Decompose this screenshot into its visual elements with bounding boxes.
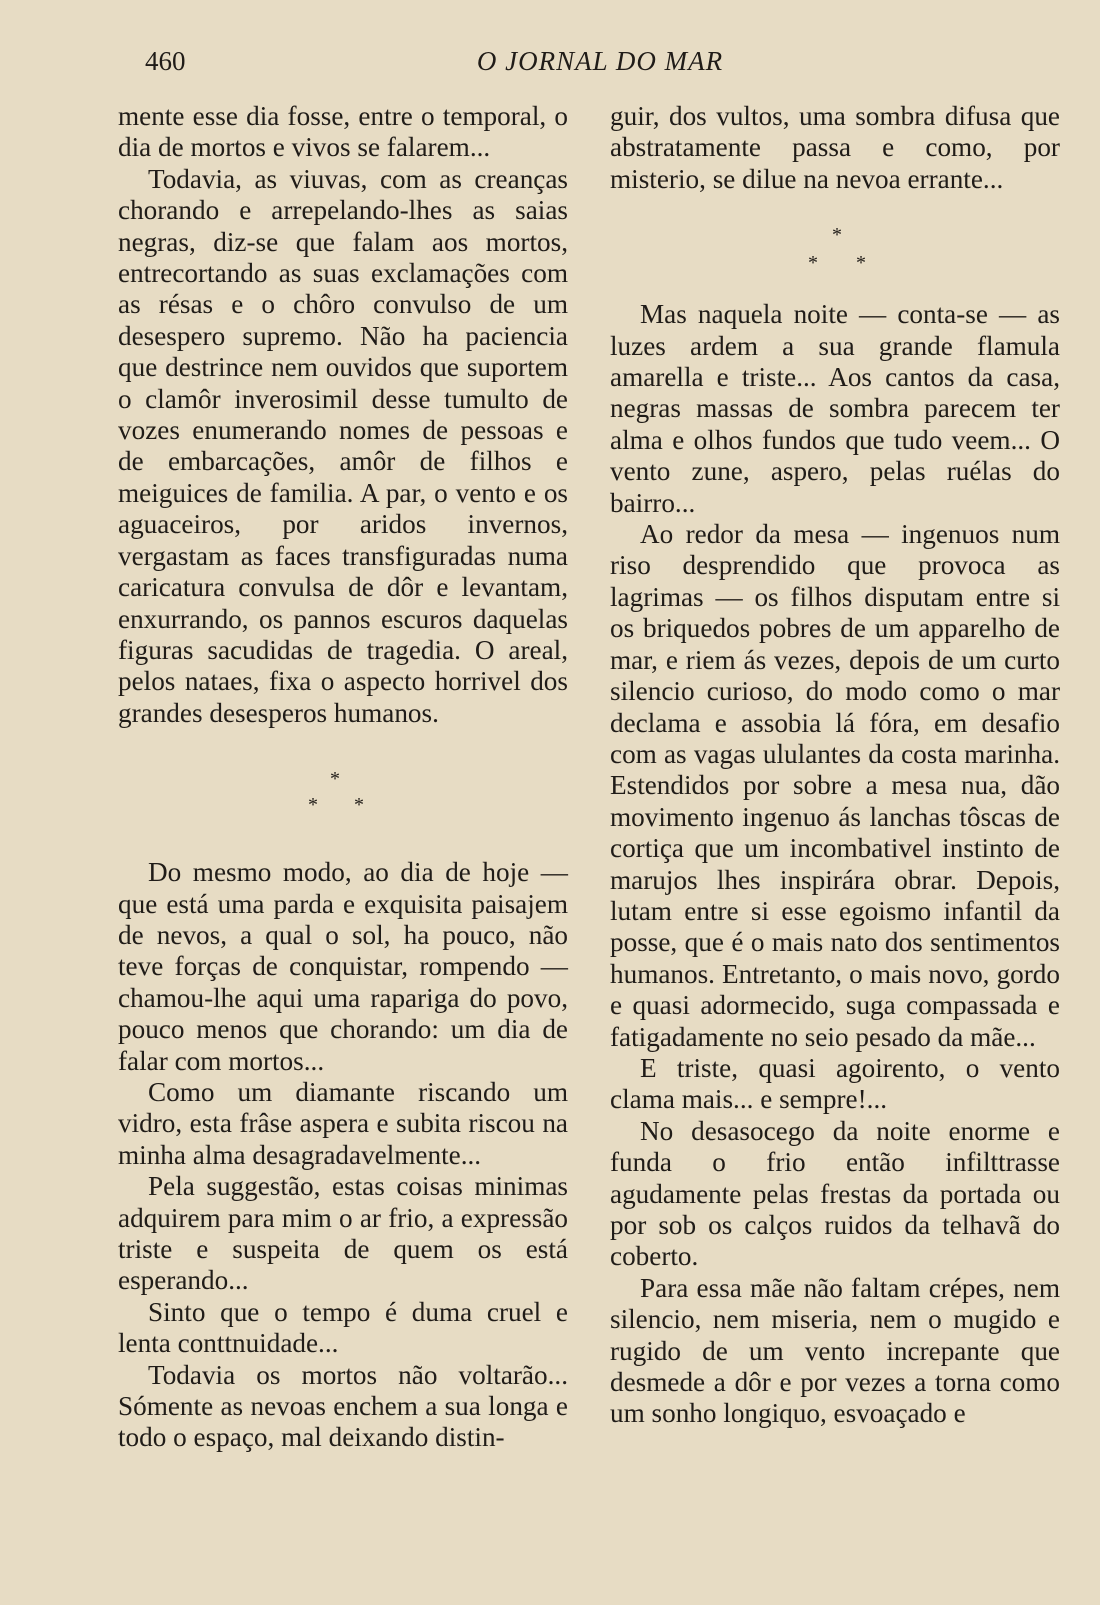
divider-asterisk: * (330, 768, 340, 791)
paragraph: Sinto que o tempo é duma cruel e lenta conttnuidade... (118, 1296, 568, 1359)
paragraph: Para essa mãe não faltam crépes, nem silencio, nem miseria, nem o mugido e rugido de um vento increpante que desmede a dôr e por vezes a torna como um sonho longiquo, esvoaçado e (610, 1272, 1060, 1429)
paragraph: guir, dos vultos, uma sombra difusa que abstratamente passa e como, por misterio, se dilue na nevoa errante... (610, 101, 1060, 194)
page-header (140, 46, 1060, 86)
divider-asterisk: * (856, 252, 866, 275)
paragraph: mente esse dia fosse, entre o temporal, o dia de mortos e vivos se falarem... (118, 101, 568, 163)
divider-asterisk: * (354, 794, 364, 817)
paragraph: Ao redor da mesa — ingenuos num riso desprendido que provoca as lagrimas — os filhos disputam entre si os briquedos pobres de um apparelho de mar, e riem ás vezes, depois de um curto silencio curioso, do modo como o mar declama e assobia lá fóra, em desafio com as vagas ululantes da costa marinha. Estendidos por sobre a mesa nua, dão movimento ingenuo ás lanchas tôscas de cortiça que um incombativel instinto de marujos lhes inspirára obrar. Depois, lutam entre si esse egoismo infantil da posse, que é o mais nato dos sentimentos humanos. Entretanto, o mais novo, gordo e quasi adormecido, suga compassada e fatigadamente no seio pesado da mãe... (610, 519, 1060, 1052)
paragraph: Do mesmo modo, ao dia de hoje — que está uma parda e exquisita paisajem de nevos, a qual o sol, ha pouco, não teve forças de conquistar, rompendo — chamou-lhe aqui uma rapariga do povo, pouco menos que chorando: um dia de falar com mortos... (118, 857, 568, 1076)
divider-asterisk: * (832, 224, 842, 247)
paragraph: No desasocego da noite enorme e funda o frio então infilttrasse agudamente pelas frestas da portada ou por sob os calços ruidos da telhavã do coberto. (610, 1115, 1060, 1272)
paragraph: Todavia os mortos não voltarão... Sómente as nevoas enchem a sua longa e todo o espaço, mal deixando distin- (118, 1359, 568, 1453)
left-column (118, 101, 568, 1454)
paragraph: Pela suggestão, estas coisas minimas adquirem para mim o ar frio, a expressão triste e suspeita de quem os está esperando... (118, 1171, 568, 1296)
paragraph: Todavia, as viuvas, com as creanças chorando e arrepelando-lhes as saias negras, diz-se que falam aos mortos, entrecortando as suas exclamações com as résas e o chôro convulso de um desespero supremo. Não ha paciencia que destrince nem ouvidos que suportem o clamôr inverosimil desse tumulto de vozes enumerando nomes de pessoas e de embarcações, amôr de filhos e meiguices de familia. A par, o vento e os aguaceiros, por aridos invernos, vergastam as faces transfiguradas numa caricatura convulsa de dôr e levantam, enxurrando, os pannos escuros daquelas figuras sacudidas de tragedia. O areal, pelos nataes, fixa o aspecto horrivel dos grandes desesperos humanos. (118, 163, 568, 728)
paragraph: Mas naquela noite — conta-se — as luzes ardem a sua grande flamula amarella e triste... Aos cantos da casa, negras massas de sombra parecem ter alma e olhos fundos que tudo veem... O vento zune, aspero, pelas ruélas do bairro... (610, 299, 1060, 518)
divider-asterisk: * (808, 252, 818, 275)
paragraph: Como um diamante riscando um vidro, esta frâse aspera e subita riscou na minha alma desagradavelmente... (118, 1076, 568, 1170)
page-number: 460 (145, 46, 186, 76)
paragraph: E triste, quasi agoirento, o vento clama mais... e sempre!... (610, 1052, 1060, 1115)
section-divider (118, 729, 568, 857)
divider-asterisk: * (308, 794, 318, 817)
section-divider (610, 195, 1060, 299)
right-column (610, 101, 1060, 1430)
running-title: O JORNAL DO MAR (476, 46, 724, 76)
